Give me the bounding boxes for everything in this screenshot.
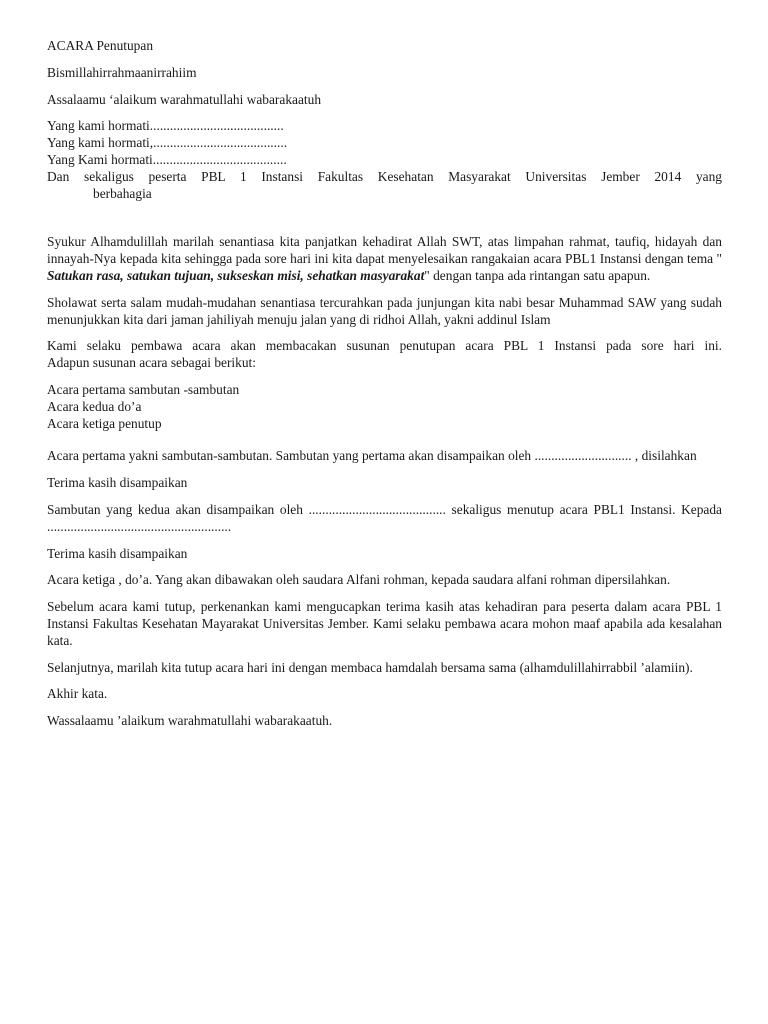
greeting-participants-cont: berbahagia [93,185,152,201]
greeting-line: Yang Kami hormati........................................ [47,151,287,167]
intro-line: Adapun susunan acara sebagai berikut: [47,355,256,371]
opening-salam: Assalaamu ‘alaikum warahmatullahi wabarakaatuh [47,91,322,107]
agenda-item: Acara kedua do’a [47,398,142,414]
document-page [47,38,722,740]
thanks-line: Terima kasih disampaikan [47,475,188,491]
agenda-list [47,382,722,432]
intro-line: Kami selaku pembawa acara akan membacakan susunan penutupan acara PBL 1 Instansi pada sore hari ini. [47,338,722,354]
agenda-item: Acara ketiga penutup [47,415,162,431]
paragraph-hamdalah: Selanjutnya, marilah kita tutup acara hari ini dengan membaca hamdalah bersama sama (alhamdulillahirrabbil ’alamiin). [47,659,693,675]
paragraph-syukur [47,234,722,284]
greetings-block [47,118,722,202]
akhir-kata: Akhir kata. [47,686,108,702]
event-theme: Satukan rasa, satukan tujuan, sukseskan misi, sehatkan masyarakat [47,267,425,283]
paragraph-closing: Sebelum acara kami tutup, perkenankan kami mengucapkan terima kasih atas kehadiran para peserta dalam acara PBL 1 Instansi Fakultas Kesehatan Mayarakat Universitas Jember. Kami selaku pembawa acara mohon maaf apabila ada kesalahan kata. [47,599,722,648]
paragraph-sholawat: Sholawat serta salam mudah-mudahan senantiasa tercurahkan pada junjungan kita nabi besar Muhammad SAW yang sudah menunjukkan kita dari jaman jahiliyah menuju jalan yang di ridhoi Allah, yakni addinul Islam [47,294,722,327]
document-title: ACARA Penutupan [47,38,154,53]
paragraph-doa: Acara ketiga , do’a. Yang akan dibawakan oleh saudara Alfani rohman, kepada saudara alfani rohman dipersilahkan. [47,572,671,588]
greeting-line: Yang kami hormati........................................ [47,118,284,134]
paragraph-sambutan-2: Sambutan yang kedua akan disampaikan oleh ......................................... sekaligus menutup acara PBL1 Instansi. Kepada ....................................................... [47,501,722,534]
intro-block [47,338,722,372]
greeting-line: Yang kami hormati,........................................ [47,135,288,151]
syukur-text-end: " dengan tanpa ada rintangan satu apapun. [424,267,651,283]
greeting-participants: Dan sekaligus peserta PBL 1 Instansi Fakultas Kesehatan Masyarakat Universitas Jember 2014 yang [47,168,722,184]
agenda-item: Acara pertama sambutan -sambutan [47,381,240,397]
spacer [47,212,722,234]
closing-salam: Wassalaamu ’alaikum warahmatullahi wabarakaatuh. [47,713,333,729]
syukur-text: Syukur Alhamdulillah marilah senantiasa kita panjatkan kehadirat Allah SWT, atas limpahan rahmat, taufiq, hidayah dan innayah-Nya kepada kita sehingga pada sore hari ini kita dapat menyelesaikan rangakaian acara PBL1 Instansi dengan tema " [47,234,722,267]
bismillah-line: Bismillahirrahmaanirrahiim [47,64,197,80]
thanks-line: Terima kasih disampaikan [47,545,188,561]
paragraph-sambutan-1: Acara pertama yakni sambutan-sambutan. Sambutan yang pertama akan disampaikan oleh ............................. , disilahkan [47,448,697,464]
